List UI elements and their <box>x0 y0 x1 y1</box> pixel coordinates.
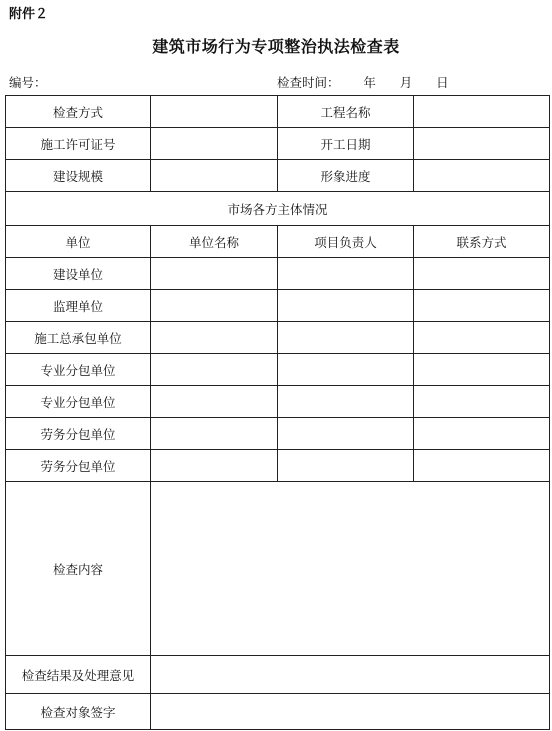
contact-cell[interactable] <box>414 354 550 386</box>
unit-label: 专业分包单位 <box>6 354 151 386</box>
project-leader-cell[interactable] <box>278 450 414 482</box>
unit-name-cell[interactable] <box>151 322 278 354</box>
start-date-value[interactable] <box>414 128 550 160</box>
number-label: 编号： <box>9 75 47 90</box>
check-result-value[interactable] <box>151 656 550 694</box>
signature-label: 检查对象签字 <box>6 694 151 730</box>
table-row <box>6 450 550 482</box>
unit-label: 劳务分包单位 <box>6 450 151 482</box>
column-header: 单位名称 <box>151 226 278 258</box>
project-leader-cell[interactable] <box>278 290 414 322</box>
table-row <box>6 96 550 128</box>
market-section-title: 市场各方主体情况 <box>6 192 550 226</box>
project-leader-cell[interactable] <box>278 258 414 290</box>
project-leader-cell[interactable] <box>278 354 414 386</box>
inspection-method-value[interactable] <box>151 96 278 128</box>
table-row <box>6 258 550 290</box>
project-name-label: 工程名称 <box>278 96 414 128</box>
signature-value[interactable] <box>151 694 550 730</box>
unit-name-cell[interactable] <box>151 450 278 482</box>
table-row <box>6 322 550 354</box>
unit-label: 施工总承包单位 <box>6 322 151 354</box>
check-result-label: 检查结果及处理意见 <box>6 656 151 694</box>
unit-name-cell[interactable] <box>151 258 278 290</box>
table-row <box>6 290 550 322</box>
progress-value[interactable] <box>414 160 550 192</box>
unit-label: 劳务分包单位 <box>6 418 151 450</box>
contact-cell[interactable] <box>414 322 550 354</box>
contact-cell[interactable] <box>414 418 550 450</box>
table-row <box>6 482 550 656</box>
table-row <box>6 386 550 418</box>
project-name-value[interactable] <box>414 96 550 128</box>
contact-cell[interactable] <box>414 258 550 290</box>
table-row <box>6 656 550 694</box>
project-leader-cell[interactable] <box>278 386 414 418</box>
contact-cell[interactable] <box>414 386 550 418</box>
table-row <box>6 160 550 192</box>
permit-no-value[interactable] <box>151 128 278 160</box>
contact-cell[interactable] <box>414 450 550 482</box>
progress-label: 形象进度 <box>278 160 414 192</box>
start-date-label: 开工日期 <box>278 128 414 160</box>
unit-label: 监理单位 <box>6 290 151 322</box>
year-label: 年 <box>363 75 376 90</box>
table-row <box>6 418 550 450</box>
project-leader-cell[interactable] <box>278 418 414 450</box>
unit-label: 专业分包单位 <box>6 386 151 418</box>
day-label: 日 <box>436 75 449 90</box>
column-header: 联系方式 <box>414 226 550 258</box>
annex-label: 附件２ <box>9 7 49 22</box>
permit-no-label: 施工许可证号 <box>6 128 151 160</box>
scale-label: 建设规模 <box>6 160 151 192</box>
check-time-line <box>277 73 449 91</box>
table-row <box>6 192 550 226</box>
contact-cell[interactable] <box>414 290 550 322</box>
month-label: 月 <box>399 75 413 90</box>
project-leader-cell[interactable] <box>278 322 414 354</box>
unit-name-cell[interactable] <box>151 386 278 418</box>
unit-name-cell[interactable] <box>151 418 278 450</box>
check-content-label: 检查内容 <box>6 482 151 656</box>
check-time-label: 检查时间： <box>277 75 340 90</box>
unit-name-cell[interactable] <box>151 290 278 322</box>
scale-value[interactable] <box>151 160 278 192</box>
table-header-row <box>6 226 550 258</box>
check-content-value[interactable] <box>151 482 550 656</box>
table-row <box>6 354 550 386</box>
unit-name-cell[interactable] <box>151 354 278 386</box>
column-header: 项目负责人 <box>278 226 414 258</box>
column-header: 单位 <box>6 226 151 258</box>
form-title: 建筑市场行为专项整治执法检查表 <box>152 37 400 56</box>
table-row <box>6 128 550 160</box>
unit-label: 建设单位 <box>6 258 151 290</box>
table-row <box>6 694 550 730</box>
inspection-form-table <box>5 95 550 730</box>
inspection-method-label: 检查方式 <box>6 96 151 128</box>
